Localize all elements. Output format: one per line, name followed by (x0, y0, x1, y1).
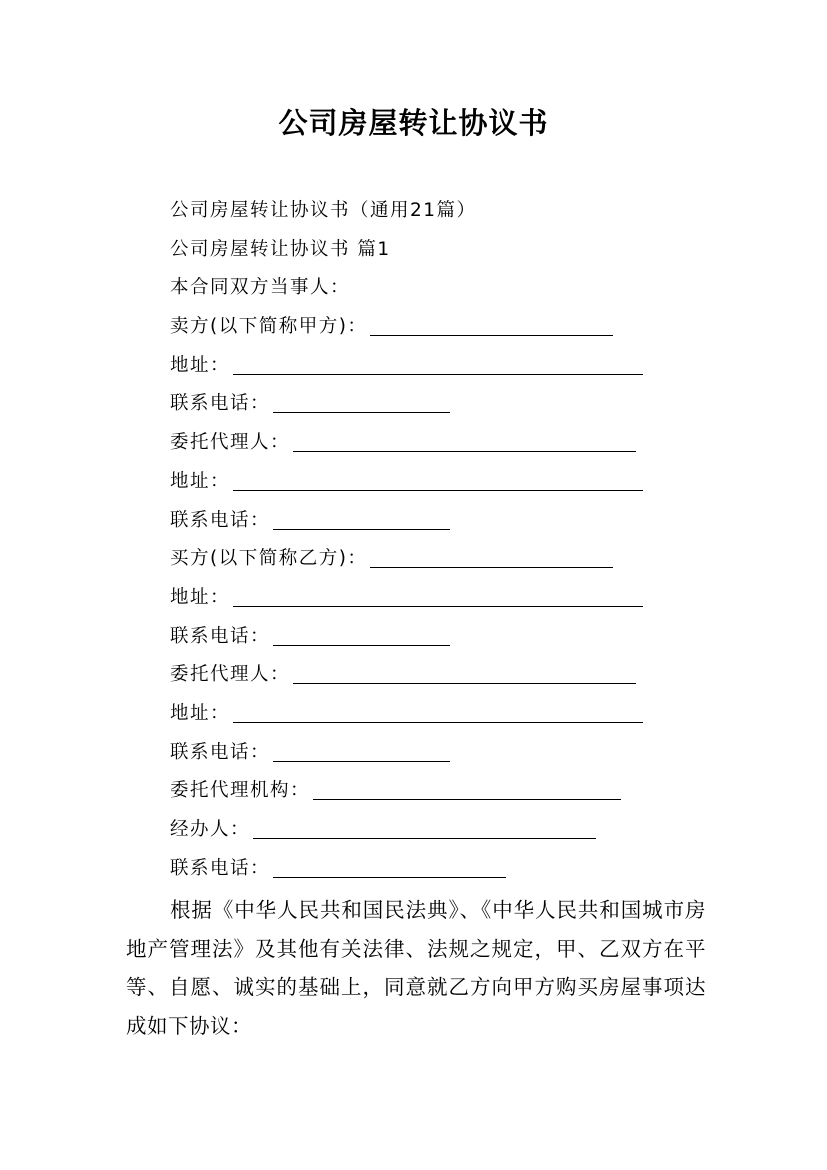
seller-agent-label: 委托代理人： (170, 432, 291, 454)
handler-field (126, 811, 706, 850)
handler-blank (253, 837, 596, 839)
buyer-address-label: 地址： (170, 586, 231, 608)
buyer-field (126, 540, 706, 579)
agency-field (126, 772, 706, 811)
seller-agent-address-blank (233, 489, 643, 491)
buyer-agent-label: 委托代理人： (170, 664, 291, 686)
seller-field (126, 308, 706, 347)
document-title: 公司房屋转让协议书 (278, 106, 549, 140)
seller-address-field (126, 347, 706, 386)
agreement-paragraph: 根据《中华人民共和国民法典》、《中华人民共和国城市房地产管理法》及其他有关法律、法规之规定，甲、乙双方在平等、自愿、诚实的基础上，同意就乙方向甲方购买房屋事项达成如下协议： (126, 898, 706, 1038)
buyer-address-blank (233, 605, 643, 607)
agency-phone-blank (273, 876, 506, 878)
buyer-agent-phone-label: 联系电话： (170, 741, 271, 763)
seller-agent-field (126, 424, 706, 463)
parties-intro: 本合同双方当事人： (170, 277, 351, 299)
document-lines (126, 192, 706, 888)
seller-phone-blank (273, 411, 450, 413)
buyer-phone-blank (273, 644, 450, 646)
buyer-label: 买方(以下简称乙方)： (170, 548, 368, 570)
buyer-agent-phone-blank (273, 760, 450, 762)
buyer-agent-phone-field (126, 734, 706, 773)
buyer-agent-address-blank (233, 721, 643, 723)
seller-agent-phone-blank (273, 528, 450, 530)
buyer-agent-address-field (126, 695, 706, 734)
seller-agent-address-label: 地址： (170, 470, 231, 492)
seller-agent-phone-field (126, 502, 706, 541)
buyer-agent-address-label: 地址： (170, 702, 231, 724)
agency-label: 委托代理机构： (170, 780, 311, 802)
seller-address-blank (233, 373, 643, 375)
seller-blank (370, 334, 613, 336)
handler-label: 经办人： (170, 819, 251, 840)
buyer-agent-field (126, 656, 706, 695)
agency-phone-label: 联系电话： (170, 857, 271, 879)
buyer-address-field (126, 579, 706, 618)
section-heading: 公司房屋转让协议书 篇1 (170, 238, 391, 260)
buyer-agent-blank (293, 682, 636, 684)
buyer-phone-label: 联系电话： (170, 625, 271, 647)
seller-agent-address-field (126, 463, 706, 502)
subtitle-line: 公司房屋转让协议书（通用21篇） (170, 200, 477, 221)
agency-phone-field (126, 850, 706, 889)
buyer-blank (370, 566, 613, 568)
buyer-phone-field (126, 618, 706, 657)
seller-agent-blank (293, 450, 636, 452)
seller-agent-phone-label: 联系电话： (170, 509, 271, 531)
seller-phone-label: 联系电话： (170, 393, 271, 415)
seller-address-label: 地址： (170, 354, 231, 376)
seller-phone-field (126, 385, 706, 424)
seller-label: 卖方(以下简称甲方)： (170, 316, 368, 338)
agency-blank (313, 798, 621, 800)
